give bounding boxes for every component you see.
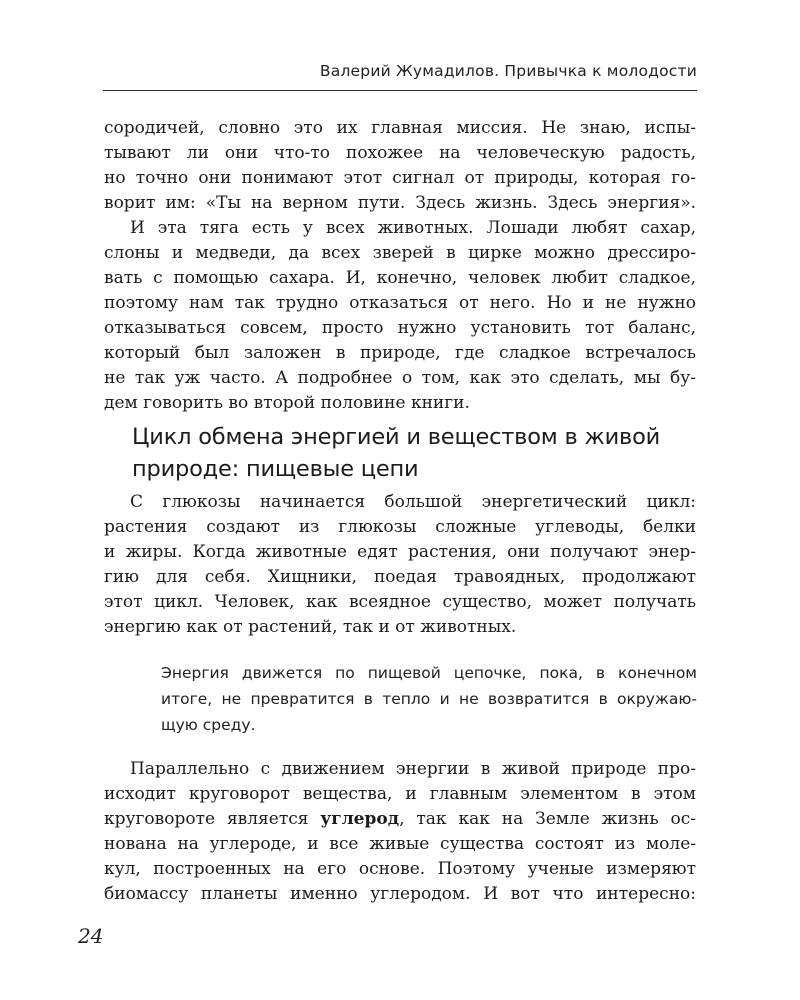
bold-term: углерод bbox=[320, 809, 400, 829]
text-line: но точно они понимают этот сигнал от природы, которая го- bbox=[104, 168, 696, 188]
text-line: слоны и медведи, да всех зверей в цирке можно дрессиро- bbox=[104, 243, 696, 263]
text-line: сородичей, словно это их главная миссия. Не знаю, испы- bbox=[104, 118, 696, 138]
header-rule bbox=[103, 90, 697, 91]
text-line: тывают ли они что-то похожее на человеческую радость, bbox=[104, 143, 696, 163]
page-number: 24 bbox=[78, 924, 104, 948]
quote-line: итоге, не превратится в тепло и не возвратится в окружаю- bbox=[161, 690, 697, 708]
text-line: дем говорить во второй половине книги. bbox=[104, 393, 470, 413]
text-line: поэтому нам так трудно отказаться от него. Но и не нужно bbox=[104, 293, 696, 313]
quote-line: щую среду. bbox=[161, 716, 256, 734]
text-line: исходит круговорот вещества, и главным элементом в этом bbox=[104, 784, 696, 804]
text-line: гию для себя. Хищники, поедая травоядных, продолжают bbox=[104, 567, 696, 587]
text-fragment: круговороте является bbox=[104, 809, 321, 829]
text-line: кул, построенных на его основе. Поэтому ученые измеряют bbox=[104, 859, 696, 879]
section-heading bbox=[132, 421, 712, 485]
text-line: энергию как от растений, так и от животных. bbox=[104, 617, 517, 637]
heading-line: Цикл обмена энергией и веществом в живой bbox=[132, 424, 661, 450]
body-text-top bbox=[104, 116, 696, 416]
text-line: биомассу планеты именно углеродом. И вот что интересно: bbox=[104, 884, 696, 904]
text-line: который был заложен в природе, где сладкое встречалось bbox=[104, 343, 696, 363]
text-line bbox=[104, 807, 696, 832]
body-text-middle bbox=[104, 490, 696, 640]
text-line: отказываться совсем, просто нужно установить тот баланс, bbox=[104, 318, 696, 338]
running-head: Валерий Жумадилов. Привычка к молодости bbox=[319, 62, 697, 80]
text-line: и жиры. Когда животные едят растения, они получают энер- bbox=[104, 542, 696, 562]
text-line: растения создают из глюкозы сложные углеводы, белки bbox=[104, 517, 696, 537]
text-line: нована на углероде, и все живые существа состоят из моле- bbox=[104, 834, 696, 854]
text-fragment: , так как на Земле жизнь ос- bbox=[399, 809, 696, 829]
text-line: не так уж часто. А подробнее о том, как это сделать, мы бу- bbox=[104, 368, 696, 388]
text-line: И эта тяга есть у всех животных. Лошади любят сахар, bbox=[130, 218, 696, 238]
text-line: этот цикл. Человек, как всеядное существо, может получать bbox=[104, 592, 696, 612]
quote-line: Энергия движется по пищевой цепочке, пока, в конечном bbox=[161, 664, 697, 682]
text-line: Параллельно с движением энергии в живой природе про- bbox=[130, 759, 696, 779]
text-line: вать с помощью сахара. И, конечно, человек любит сладкое, bbox=[104, 268, 696, 288]
text-line: С глюкозы начинается большой энергетический цикл: bbox=[130, 492, 696, 512]
heading-line: природе: пищевые цепи bbox=[132, 456, 419, 482]
text-line: ворит им: «Ты на верном пути. Здесь жизнь. Здесь энергия». bbox=[104, 193, 696, 213]
callout-quote bbox=[161, 660, 697, 738]
body-text-bottom bbox=[104, 757, 696, 907]
